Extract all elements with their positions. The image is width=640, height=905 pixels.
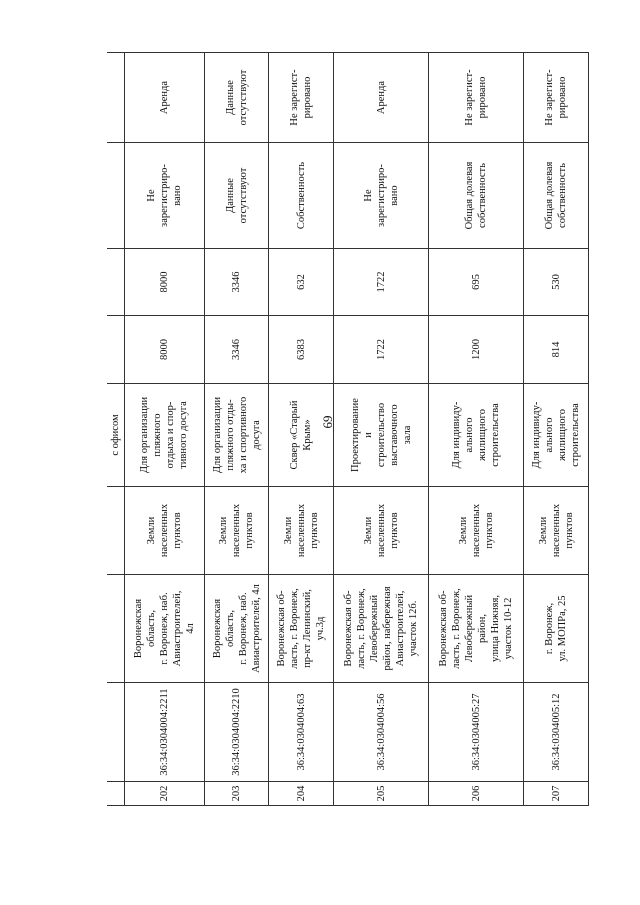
address-cell-line: Воронежская <box>132 598 144 659</box>
rights-cell-line: Не <box>362 189 374 202</box>
cadastral-number-cell: 36:34:0304005:12 <box>524 683 589 782</box>
land-category-cell-line: населенных <box>231 503 243 558</box>
continuation-row <box>107 53 125 806</box>
address-cell <box>429 575 524 683</box>
table-row <box>524 53 589 806</box>
address-cell-line: участок 10-12 <box>503 597 515 660</box>
permitted-use-cell-line: пляжного <box>152 413 164 457</box>
permitted-use-cell-line: отдыха и спор- <box>165 401 177 469</box>
permitted-use-cell <box>334 384 429 487</box>
cadastral-number-cell: 36:34:0304004:2210 <box>204 683 269 782</box>
permitted-use-cell-line: ального <box>544 417 556 453</box>
address-cell-line: Авиастроителей, <box>171 590 183 667</box>
permitted-use-cell-line: строительство <box>375 402 387 468</box>
land-category-cell-line: пунктов <box>388 512 400 549</box>
encumbrance-cell-line: Не зарегист- <box>289 69 301 126</box>
address-cell-line: улица Нижняя, <box>490 595 502 662</box>
rights-cell-line: Общая долевая <box>464 161 476 230</box>
land-category-cell-line: Земли <box>145 516 157 545</box>
address-cell <box>269 575 334 683</box>
address-cell-line: ласть, г. Воронеж, <box>289 588 301 669</box>
land-plots-table <box>107 52 589 806</box>
rights-cell <box>204 143 269 249</box>
row-number-cell: 206 <box>429 782 524 806</box>
table-row <box>204 53 269 806</box>
address-cell <box>524 575 589 683</box>
area-cell: 6383 <box>269 316 334 384</box>
encumbrance-cell-line: рировано <box>302 76 314 119</box>
area-secondary-cell: 3346 <box>204 249 269 316</box>
address-cell-line: 4л <box>184 623 196 634</box>
land-category-cell-line: Земли <box>218 516 230 545</box>
land-category-cell-line: населенных <box>158 503 170 558</box>
address-cell-line: г. Воронеж, наб. <box>237 592 249 665</box>
encumbrance-cell <box>269 53 334 143</box>
permitted-use-cell-line: Для организации <box>139 396 151 474</box>
encumbrance-cell-line: Не зарегист- <box>464 69 476 126</box>
land-category-cell-line: Земли <box>282 516 294 545</box>
cadastral-number-cell: 36:34:0304004:63 <box>269 683 334 782</box>
address-cell-line: г. Воронеж, <box>544 602 556 655</box>
area-secondary-cell: 1722 <box>334 249 429 316</box>
area-cell: 8000 <box>125 316 205 384</box>
permitted-use-cell <box>125 384 205 487</box>
address-cell-line: область, <box>145 610 157 647</box>
rights-cell-line: Не <box>145 189 157 202</box>
address-cell-line: Левобережный <box>369 594 381 663</box>
land-category-cell-line: пунктов <box>244 512 256 549</box>
rights-cell <box>334 143 429 249</box>
rights-cell-line: Данные <box>224 178 236 213</box>
permitted-use-cell-line: строительства <box>490 403 502 467</box>
encumbrance-cell-line: Аренда <box>158 80 170 115</box>
rights-cell-line: Общая долевая <box>544 161 556 230</box>
encumbrance-cell-line: рировано <box>477 76 489 119</box>
permitted-use-cell <box>269 384 334 487</box>
cadastral-number-cell: 36:34:0304004:2211 <box>125 683 205 782</box>
permitted-use-cell <box>524 384 589 487</box>
area-secondary-cell: 695 <box>429 249 524 316</box>
land-category-cell <box>204 487 269 575</box>
permitted-use-cell-line: и <box>362 432 374 438</box>
table-row <box>269 53 334 806</box>
address-cell-line: пр-кт Ленинский, <box>302 589 314 668</box>
land-category-cell-line: Земли <box>457 516 469 545</box>
rights-cell-line: отсутствуют <box>237 167 249 224</box>
permitted-use-cell-line: Для индивиду- <box>531 401 543 469</box>
address-cell-line: г. Воронеж, наб. <box>158 592 170 665</box>
permitted-use-cell-line: Крым» <box>302 419 314 451</box>
land-category-cell-line: пунктов <box>563 512 575 549</box>
permitted-use-cell-line: Сквер «Старый <box>289 400 301 470</box>
page-number-text: 69 <box>320 415 335 429</box>
cadastral-number-cell: 36:34:0304005:27 <box>429 683 524 782</box>
row-number-cell: 205 <box>334 782 429 806</box>
land-plots-table-container <box>107 53 589 806</box>
rights-cell-line: собственность <box>557 163 569 228</box>
table-row <box>334 53 429 806</box>
area-cell: 1200 <box>429 316 524 384</box>
permitted-use-cell-line: выставочного <box>388 404 400 466</box>
permitted-use-cell-line: пляжного отды- <box>224 399 236 471</box>
land-category-cell <box>269 487 334 575</box>
address-cell-line: уч.3д <box>315 616 327 641</box>
rights-cell-line: зарегистриро- <box>158 164 170 227</box>
land-category-cell <box>429 487 524 575</box>
cadastral-number-cell: 36:34:0304004:56 <box>334 683 429 782</box>
land-category-cell-line: населенных <box>375 503 387 558</box>
address-cell <box>125 575 205 683</box>
area-cell: 1722 <box>334 316 429 384</box>
permitted-use-cell-line: досуга <box>250 420 262 450</box>
land-category-cell-line: пунктов <box>308 512 320 549</box>
encumbrance-cell-line: Аренда <box>375 80 387 115</box>
encumbrance-cell <box>125 53 205 143</box>
address-cell-line: Авиастроителей, <box>395 590 407 667</box>
address-cell-line: район, набережная <box>382 586 394 671</box>
area-cell: 3346 <box>204 316 269 384</box>
permitted-use-cell-line: тивного досуга <box>178 401 190 469</box>
rights-cell-line: вано <box>388 185 400 206</box>
encumbrance-cell <box>334 53 429 143</box>
permitted-use-cell <box>204 384 269 487</box>
area-secondary-cell: 530 <box>524 249 589 316</box>
permitted-use-cell-line: ха и спортивного <box>237 396 249 474</box>
encumbrance-cell-line: Данные <box>224 80 236 115</box>
land-category-cell-line: Земли <box>537 516 549 545</box>
land-category-cell <box>334 487 429 575</box>
continuation-cell: с офисом <box>107 384 125 487</box>
area-secondary-cell: 8000 <box>125 249 205 316</box>
rights-cell <box>269 143 334 249</box>
address-cell-line: Воронежская об- <box>343 590 355 667</box>
area-cell: 814 <box>524 316 589 384</box>
permitted-use-cell-line: строительства <box>570 403 582 467</box>
encumbrance-cell <box>429 53 524 143</box>
land-category-cell-line: Земли <box>362 516 374 545</box>
land-category-cell-line: пунктов <box>171 512 183 549</box>
address-cell <box>204 575 269 683</box>
row-number-cell: 204 <box>269 782 334 806</box>
row-number-cell: 207 <box>524 782 589 806</box>
permitted-use-cell-line: ального <box>464 417 476 453</box>
land-category-cell-line: населенных <box>295 503 307 558</box>
address-cell-line: ул. МОПРа, 25 <box>557 595 569 662</box>
permitted-use-cell-line: жилищного <box>557 409 569 461</box>
address-cell <box>334 575 429 683</box>
land-category-cell-line: населенных <box>550 503 562 558</box>
rights-cell-line: вано <box>171 185 183 206</box>
rights-cell <box>125 143 205 249</box>
permitted-use-cell-line: Для организации <box>211 396 223 474</box>
rotated-table-frame <box>107 53 589 806</box>
land-category-cell <box>125 487 205 575</box>
address-cell-line: ласть, г. Воронеж, <box>356 588 368 669</box>
address-cell-line: Воронежская об- <box>276 590 288 667</box>
address-cell-line: Левобережный <box>464 594 476 663</box>
rights-cell-line: собственность <box>477 163 489 228</box>
encumbrance-cell-line: рировано <box>557 76 569 119</box>
address-cell-line: Авиастроителей, 4л <box>250 584 262 673</box>
permitted-use-cell-line: Для индивиду- <box>451 401 463 469</box>
land-category-cell-line: населенных <box>470 503 482 558</box>
land-category-cell-line: пунктов <box>483 512 495 549</box>
encumbrance-cell <box>524 53 589 143</box>
permitted-use-cell-line: Проектирование <box>349 398 361 472</box>
encumbrance-cell-line: отсутствуют <box>237 69 249 126</box>
area-secondary-cell: 632 <box>269 249 334 316</box>
address-cell-line: Воронежская <box>211 598 223 659</box>
permitted-use-cell-line: жилищного <box>477 409 489 461</box>
table-row <box>125 53 205 806</box>
permitted-use-cell-line: зала <box>401 425 413 445</box>
row-number-cell: 203 <box>204 782 269 806</box>
land-category-cell <box>524 487 589 575</box>
encumbrance-cell-line: Не зарегист- <box>544 69 556 126</box>
address-cell-line: область, <box>224 610 236 647</box>
row-number-cell: 202 <box>125 782 205 806</box>
address-cell-line: участок 12б. <box>408 600 420 657</box>
rights-cell <box>429 143 524 249</box>
address-cell-line: ласть, г. Воронеж, <box>451 588 463 669</box>
rights-cell-line: Собственность <box>295 161 307 230</box>
permitted-use-cell <box>429 384 524 487</box>
rights-cell <box>524 143 589 249</box>
rights-cell-line: зарегистриро- <box>375 164 387 227</box>
table-row <box>429 53 524 806</box>
address-cell-line: Воронежская об- <box>438 590 450 667</box>
address-cell-line: район, <box>477 613 489 644</box>
encumbrance-cell <box>204 53 269 143</box>
